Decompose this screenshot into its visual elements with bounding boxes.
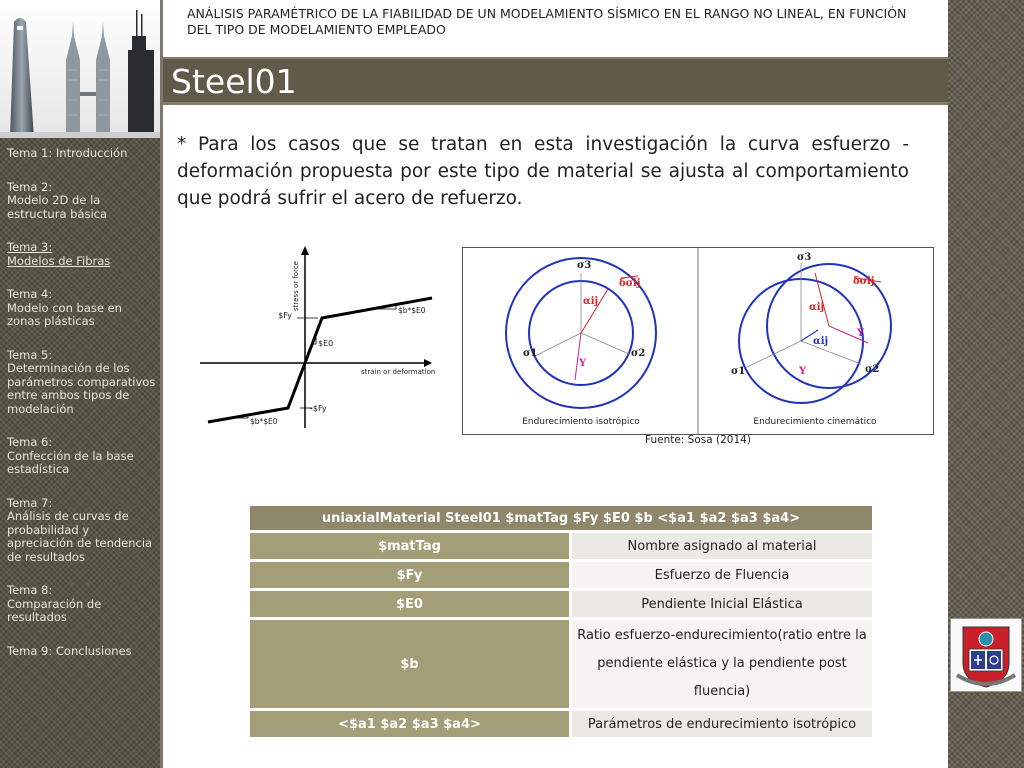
table-row [250, 561, 872, 590]
isotropic-panel [506, 258, 656, 427]
sigma1-axis [745, 341, 801, 368]
topic-item-4[interactable] [7, 288, 157, 329]
topic-list [7, 147, 157, 678]
param-description: Pendiente Inicial Elástica [571, 590, 873, 619]
x-axis-label: strain or deformation [361, 368, 436, 376]
topic-item-1[interactable] [7, 147, 157, 161]
param-name: $E0 [250, 590, 571, 619]
sigma2-axis [801, 341, 861, 364]
sigma1-label: σ1 [731, 366, 746, 377]
hardening-top-label: $b*$E0 [398, 306, 426, 315]
topic-label: Tema 1: Introducción [7, 146, 128, 160]
sigma1-axis [535, 333, 581, 356]
param-name: <$a1 $a2 $a3 $a4> [250, 710, 571, 738]
table-header-row [250, 506, 872, 532]
figure-source: Fuente: Sosa (2014) [645, 434, 751, 446]
title-bar [163, 57, 948, 105]
neg-fy-label: -$Fy [310, 404, 327, 413]
hardening-bottom-label: $b*$E0 [250, 417, 278, 426]
param-description: Ratio esfuerzo-endurecimiento(ratio entre la pendiente elástica y la pendiente post fluencia) [571, 619, 873, 710]
gamma-label: Y [579, 358, 587, 369]
parameter-table [250, 506, 872, 737]
topic-label: Tema 6: [7, 435, 53, 449]
topic-subtitle: Modelo 2D de la estructura básica [7, 193, 108, 221]
yield-surface-figure [462, 247, 934, 435]
gamma-label-initial: Y [799, 366, 807, 377]
sidebar-divider [160, 0, 163, 768]
x-axis-arrow [424, 359, 432, 367]
topic-item-8[interactable] [7, 584, 157, 625]
topic-item-5[interactable] [7, 349, 157, 417]
topic-label: Tema 4: [7, 287, 53, 301]
topic-label: Tema 2: [7, 179, 53, 194]
kinematic-panel [731, 252, 891, 427]
topic-item-6[interactable] [7, 436, 157, 477]
param-description: Nombre asignado al material [571, 532, 873, 561]
sigma2-axis [581, 333, 629, 354]
param-description: Esfuerzo de Fluencia [571, 561, 873, 590]
fy-label: $Fy [278, 311, 292, 320]
topic-subtitle: Análisis de curvas de probabilidad y apreciación de tendencia de resultados [7, 509, 153, 564]
sigma2-label: σ2 [631, 348, 646, 359]
topic-item-9[interactable] [7, 645, 157, 659]
slide-title: Steel01 [171, 62, 297, 101]
tower-photo-icon [0, 0, 160, 138]
y-axis-label: stress or force [292, 261, 300, 311]
alpha-label: αij [583, 296, 599, 307]
delta-sigma-label: δσij [853, 276, 875, 287]
topic-subtitle: Modelos de Fibras [7, 253, 111, 268]
param-name: $matTag [250, 532, 571, 561]
backstress-alpha-label: αij [813, 336, 829, 347]
sigma1-label: σ1 [523, 348, 538, 359]
topic-item-7[interactable] [7, 497, 157, 565]
sigma2-label: σ2 [865, 364, 880, 375]
topic-item-2[interactable] [7, 181, 157, 222]
topic-label: Tema 9: Conclusiones [7, 643, 132, 658]
kinematic-caption: Endurecimiento cinemático [753, 417, 877, 427]
presentation-header: ANÁLISIS PARAMÉTRICO DE LA FIABILIDAD DE UN MODELAMIENTO SÍSMICO EN EL RANGO NO LINEAL, EN FUNCIÓN DEL TIPO DE MODELAMIENTO EMPLEADO [187, 6, 907, 37]
table-row [250, 590, 872, 619]
table-header: uniaxialMaterial Steel01 $matTag $Fy $E0 $b <$a1 $a2 $a3 $a4> [250, 506, 872, 532]
alpha-arrow [815, 273, 829, 326]
isotropic-caption: Endurecimiento isotrópico [522, 417, 640, 427]
sigma3-label: σ3 [797, 252, 812, 263]
y-axis-arrow [301, 246, 309, 255]
body-text: * Para los casos que se tratan en esta investigación la curva esfuerzo - deformación propuesta por este tipo de material se ajusta al comportamiento que podrá sufrir el acero de refuerzo. [177, 134, 909, 209]
topic-label: Tema 8: [7, 583, 53, 597]
e0-label: $E0 [318, 339, 334, 348]
topic-item-3[interactable] [7, 241, 157, 268]
sidebar [0, 0, 160, 768]
topic-label: Tema 7: [7, 495, 53, 510]
table-row [250, 532, 872, 561]
stress-strain-diagram [200, 238, 440, 430]
topic-subtitle: Modelo con base en zonas plásticas [7, 300, 122, 328]
topic-subtitle: Confección de la base estadística [7, 448, 134, 476]
gamma-arrow [575, 333, 581, 380]
table-row [250, 619, 872, 710]
topic-label: Tema 3: [7, 240, 53, 254]
param-description: Parámetros de endurecimiento isotrópico [571, 710, 873, 738]
topic-subtitle: Determinación de los parámetros comparativos entre ambos tipos de modelación [7, 361, 156, 416]
delta-sigma-label: δσij [619, 278, 641, 289]
param-name: $Fy [250, 561, 571, 590]
alpha-label: αij [809, 302, 825, 313]
gamma-label: Y [857, 328, 865, 339]
topic-subtitle: Comparación de resultados [7, 596, 102, 624]
table-row [250, 710, 872, 738]
topic-label: Tema 5: [7, 347, 53, 362]
sigma3-label: σ3 [577, 260, 592, 271]
param-name: $b [250, 619, 571, 710]
university-logo-icon [950, 618, 1022, 692]
